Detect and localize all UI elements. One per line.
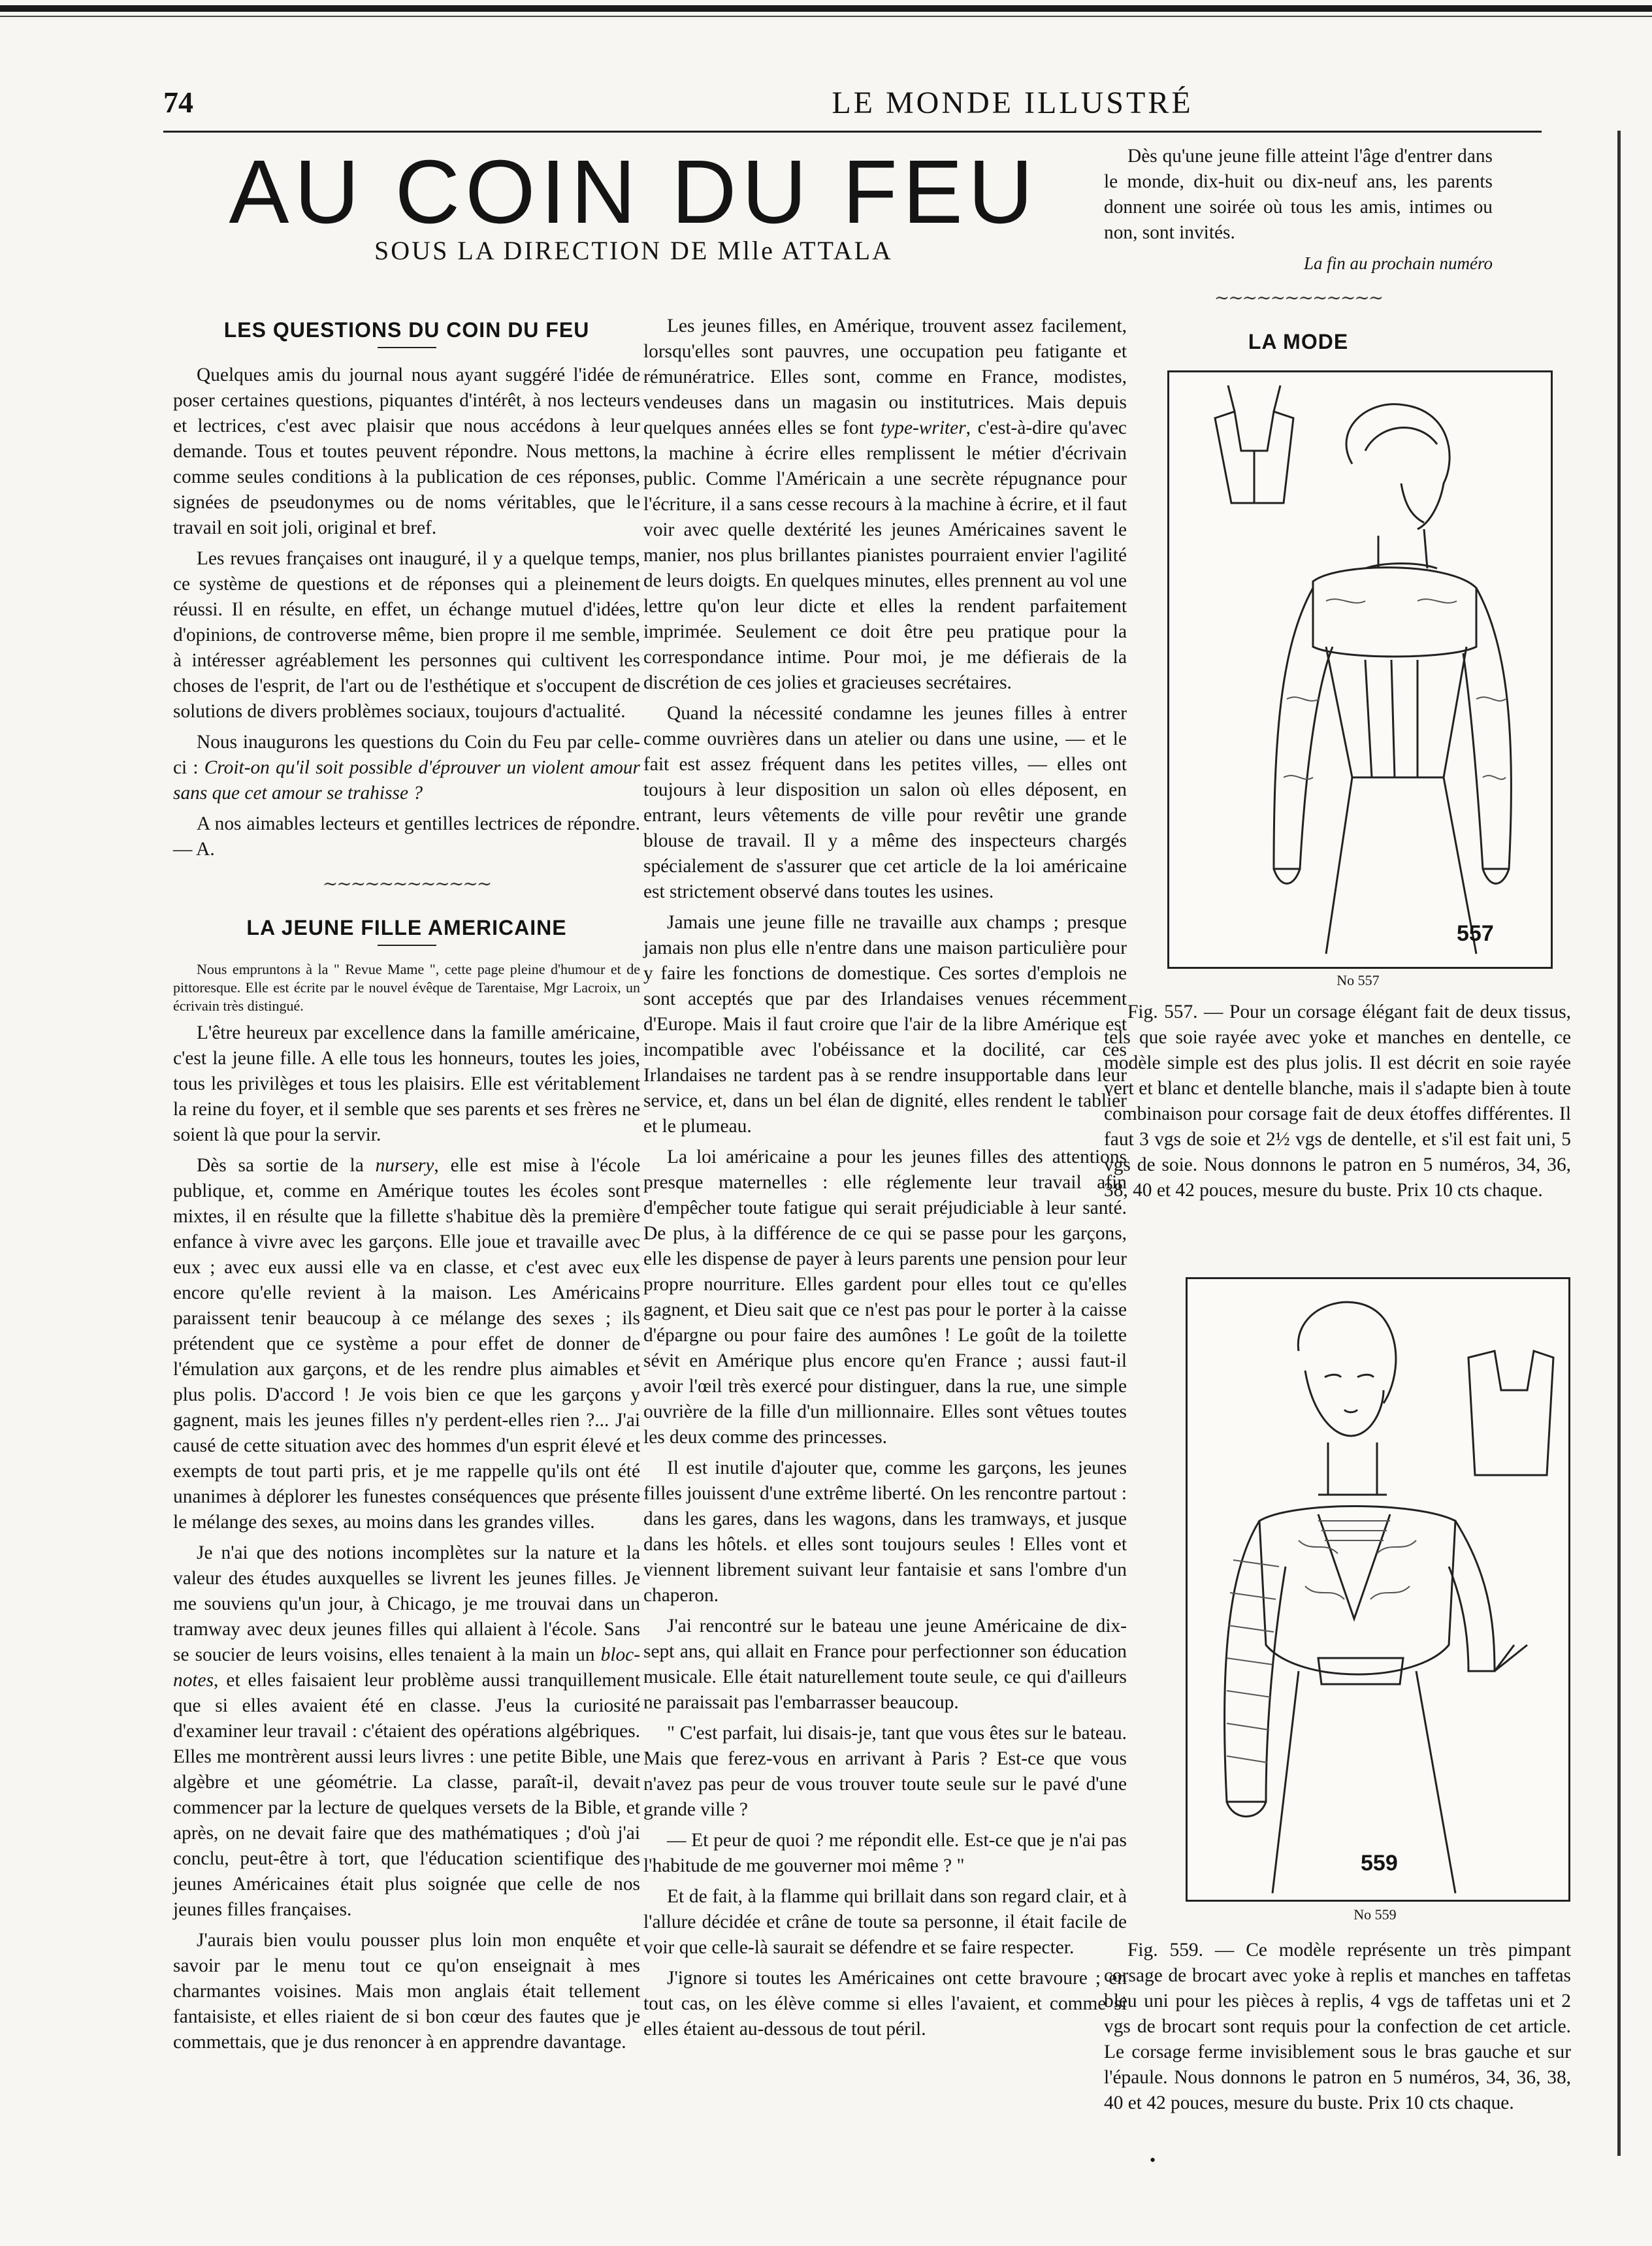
paragraph: Les revues françaises ont inauguré, il y a quelque temps, ce système de questions et de réponses qui a pleinement réussi. Il en résulte, en effet, un échange mutuel d'idées, d'opinions, de controverse même, bien propre il me semble, à intéresser agréablement les personnes qui cultivent les choses de l'esprit, de l'art ou de l'esthétique et s'occupent de solutions de divers problèmes sociaux, toujours d'actualité. bbox=[173, 548, 640, 722]
paragraph: — Et peur de quoi ? me répondit elle. Est-ce que je n'ai pas l'habitude de me gouverner moi même ? " bbox=[643, 1830, 1127, 1876]
paragraph: Quand la nécessité condamne les jeunes filles à entrer comme ouvrières dans un atelier ou dans une usine, — et le fait est assez fréquent dans les petites villes, — elles ont toujours à leur disposition un salon où elles déposent, en entrant, leurs vêtements de ville pour revêtir une grande blouse de travail. Il y a même des inspecteurs chargés spécialement de s'assurer que cet article de la loi américaine est strictement observé dans toutes les usines. bbox=[643, 703, 1127, 902]
italic-term: nursery bbox=[375, 1155, 434, 1176]
paragraph bbox=[173, 730, 640, 806]
questions-heading: LES QUESTIONS DU COIN DU FEU bbox=[223, 318, 590, 342]
paragraph: " C'est parfait, lui disais-je, tant que vous êtes sur le bateau. Mais que ferez-vous en arrivant à Paris ? Est-ce que vous n'avez pas peur de vous trouver toute seule sur le pavé d'une grande ville ? bbox=[643, 1723, 1127, 1820]
paragraph: Dès qu'une jeune fille atteint l'âge d'entrer dans le monde, dix-huit ou dix-neuf ans, les parents donnent une soirée où tous les amis, intimes ou non, sont invités. bbox=[1104, 146, 1493, 243]
header-rule bbox=[163, 131, 1542, 133]
fashion-illustration-559 bbox=[1186, 1277, 1570, 1902]
figure-caption-557: No 557 bbox=[1336, 972, 1380, 988]
paragraph: Et de fait, à la flamme qui brillait dans son regard clair, et à l'allure décidée et crâne de toute sa personne, il était facile de voir que celle-là saurait se défendre et se faire respecter. bbox=[643, 1886, 1127, 1958]
figure-number-559: 559 bbox=[1361, 1851, 1398, 1876]
paragraph bbox=[643, 314, 1127, 696]
text-run: Nous inaugurons les questions du Coin du Feu par celle-ci : bbox=[173, 732, 640, 778]
source-note: Nous empruntons à la " Revue Mame ", cette page pleine d'humour et de pittoresque. Elle est écrite par le nouvel évêque de Tarentaise, Mgr Lacroix, un écrivain très distingué. bbox=[173, 961, 640, 1014]
paragraph bbox=[173, 1540, 640, 1923]
figure-number-557: 557 bbox=[1457, 921, 1494, 946]
figure-description-559 bbox=[1104, 1938, 1571, 2116]
paragraph: Il est inutile d'ajouter que, comme les garçons, les jeunes filles jouissent d'une extrême liberté. On les rencontre partout : dans les gares, dans les wagons, dans les tramways, et jusque dans les hôtels. et elles sont toujours seules ! Elles vont et viennent librement suivant leur fantaisie et sans l'ombre d'un chaperon. bbox=[643, 1457, 1127, 1606]
heading-rule bbox=[378, 347, 436, 348]
journal-title: LE MONDE ILLUSTRÉ bbox=[832, 86, 1193, 120]
text-run: Les jeunes filles, en Amérique, trouvent assez facilement, lorsqu'elles sont pauvres, une occupation peu fatigante et rémunératrice. Elles sont, comme en France, modistes, vendeuses dans un magasin ou institutrices. Mais depuis quelques années elles se font bbox=[643, 316, 1127, 438]
continuation-note: La fin au prochain numéro bbox=[1304, 253, 1493, 273]
column-2 bbox=[643, 314, 1127, 2047]
text-run: Je n'ai que des notions incomplètes sur la nature et la valeur des études auxquelles se livrent les jeunes filles. Je me souviens qu'un jour, à Chicago, je me trouvai dans un tramway avec deux jeunes filles qui allaient à l'école. Sans se soucier de leurs voisins, elles tenaient à la main un bbox=[173, 1542, 640, 1665]
column-1 bbox=[173, 314, 640, 2060]
paragraph: Jamais une jeune fille ne travaille aux champs ; presque jamais non plus elle n'entre dans une maison particulière pour y faire les fonctions de domestique. Ces sortes d'emplois ne sont acceptés que par des Irlandaises venues récemment d'Europe. Mais il faut croire que l'air de la libre Amérique est incompatible avec l'obéissance et la docilité, car ces Irlandaises ne tardent pas à se rendre insupportable dans leur service, et, dans un bel élan de dignité, elles rendent le tablier et le plumeau. bbox=[643, 912, 1127, 1137]
column-3 bbox=[1104, 144, 1493, 357]
italic-term: type-writer bbox=[881, 417, 966, 438]
wavy-separator: ∼∼∼∼∼∼∼∼∼∼∼∼ bbox=[322, 874, 491, 894]
paragraph: J'aurais bien voulu pousser plus loin mon enquête et savoir par le menu tout ce qu'on enseignait à mes charmantes voisines. Mais mon anglais était tellement fantaisiste, et elles riaient de si bon cœur des fautes que je commettais, que je dus renoncer à en apprendre davantage. bbox=[173, 1930, 640, 2053]
paragraph bbox=[173, 1153, 640, 1535]
bodice-drawing-559 bbox=[1188, 1279, 1568, 1900]
figure-caption-559: No 559 bbox=[1353, 1906, 1397, 1923]
paragraph: Quelques amis du journal nous ayant suggéré l'idée de poser certaines questions, piquantes d'intérêt, à nos lecteurs et lectrices, c'est avec plaisir que nous accédons à leur demande. Tous et toutes peuvent répondre. Nous mettons, comme seules conditions à la publication de ces réponses, signées de pseudonymes ou de noms véritables, que le travail en soit joli, original et bref. bbox=[173, 365, 640, 538]
page-number: 74 bbox=[163, 86, 193, 119]
top-rule bbox=[0, 5, 1652, 12]
americaine-heading: LA JEUNE FILLE AMERICAINE bbox=[246, 916, 567, 939]
heading-rule bbox=[378, 945, 436, 946]
section-masthead-subtitle: SOUS LA DIRECTION DE Mlle ATTALA bbox=[374, 236, 893, 265]
text-run: , elle est mise à l'école publique, et, comme en Amérique toutes les écoles sont mixtes, il en résulte que la fillette s'habitue dès la première enfance à vivre avec les garçons. Elle joue et travaille avec eux ; avec eux aussi elle va en classe, et c'est avec eux encore qu'elle revient à la maison. Les Américains paraissent tenir beaucoup à ce mélange des sexes ; ils prétendent que ce système a pour effet de donner de l'émulation aux garçons, et de les rendre plus aimables et plus polis. D'accord ! Je vois bien ce que les garçons y gagnent, mais les jeunes filles n'y perdent-elles rien ?... J'ai causé de cette situation avec des hommes d'un esprit élevé et exempts de tout parti pris, et je me rappelle qu'ils ont été unanimes à déplorer les funestes conséquences que présente le mélange des sexes, au moins dans les grandes villes. bbox=[173, 1155, 640, 1533]
paragraph: A nos aimables lecteurs et gentilles lectrices de répondre. — A. bbox=[173, 813, 640, 860]
wavy-separator: ∼∼∼∼∼∼∼∼∼∼∼∼ bbox=[1214, 288, 1383, 308]
question-text: Croit-on qu'il soit possible d'éprouver un violent amour sans que cet amour se trahisse ? bbox=[173, 757, 640, 804]
bodice-drawing-557 bbox=[1169, 372, 1551, 967]
italic-term: bloc-notes bbox=[173, 1644, 640, 1691]
paragraph: Fig. 559. — Ce modèle représente un très pimpant corsage de brocart avec yoke à replis et manches en taffetas bleu uni pour les pièces à replis, 4 vgs de taffetas uni et 2 vgs de brocart sont requis pour la confection de cet article. Le corsage ferme invisiblement sous le bras gauche et sur l'épaule. Nous donnons le patron en 5 numéros, 34, 36, 38, 40 et 42 pouces, mesure du buste. Prix 10 cts chaque. bbox=[1104, 1940, 1571, 2113]
paragraph: J'ai rencontré sur le bateau une jeune Américaine de dix-sept ans, qui allait en France pour perfectionner son éducation musicale. Elle était naturellement toute seule, ce qui d'ailleurs ne paraissait pas l'embarrasser beaucoup. bbox=[643, 1616, 1127, 1713]
text-run: , et elles faisaient leur problème aussi tranquillement que si elles avaient été en classe. J'eus la curiosité d'examiner leur travail : c'étaient des opérations algébriques. Elles me montrèrent aussi leurs livres : une petite Bible, une algèbre et une géométrie. La classe, paraît-il, devait commencer par la lecture de quelques versets de la Bible, et après, on ne devait faire que des mathématiques ; d'où j'ai conclu, peut-être à tort, que l'éducation scientifique des jeunes Américaines était plus soignée que celle de nos jeunes filles françaises. bbox=[173, 1670, 640, 1920]
la-mode-heading: LA MODE bbox=[1248, 330, 1349, 353]
stray-mark: • bbox=[1150, 2151, 1156, 2170]
paragraph: J'ignore si toutes les Américaines ont cette bravoure ; en tout cas, on les élève comme si elles l'avaient, et comme si elles étaient au-dessous de tout péril. bbox=[643, 1968, 1127, 2040]
paragraph: La loi américaine a pour les jeunes filles des attentions presque maternelles : elle réglemente leur travail afin d'empêcher toute fatigue qui serait préjudiciable à leur santé. De plus, à la différence de ce qui se passe pour les garçons, elle les dispense de payer à leurs parents une pension pour leur propre nourriture. Elles gardent pour elles tout ce qu'elles gagnent, et Dieu sait que ce n'est pas pour le porter à la caisse d'épargne ou pour faire des aumônes ! Le goût de la toilette sévit en Amérique plus encore qu'en France ; aussi faut-il avoir l'œil très exercé pour distinguer, dans la rue, une simple ouvrière de la fille d'un millionnaire. Elles sont vêtues toutes les deux comme des princesses. bbox=[643, 1147, 1127, 1448]
text-run: Dès sa sortie de la bbox=[197, 1155, 376, 1176]
text-run: , c'est-à-dire qu'avec la machine à écrire elles remplissent le métier d'écrivain public. Comme l'Américain a une secrète répugnance pour l'écriture, il a sans cesse recours à la machine à écrire, et il faut voir avec quelle dextérité les jeunes Américaines savent le manier, nos plus brillantes pianistes pourraient envier l'agilité de leurs doigts. En quelques minutes, elles prennent au vol une lettre qu'on leur dicte et elles la rendent parfaitement imprimée. Seulement ce doit être peu pratique pour la correspondance intime. Pour moi, je me défierais de la discrétion de ces jolies et gracieuses secrétaires. bbox=[643, 417, 1127, 693]
fashion-illustration-557 bbox=[1167, 370, 1553, 969]
figure-description-557 bbox=[1104, 1000, 1571, 1203]
section-masthead-title: AU COIN DU FEU bbox=[229, 142, 1039, 242]
paragraph: L'être heureux par excellence dans la famille américaine, c'est la jeune fille. A elle tous les honneurs, toutes les joies, tous les privilèges et tous les plaisirs. Elle est véritablement la reine du foyer, et il semble que ses parents et ses frères ne soient là que pour la servir. bbox=[173, 1022, 640, 1145]
right-border-rule bbox=[1617, 131, 1621, 2156]
paragraph: Fig. 557. — Pour un corsage élégant fait de deux tissus, tels que soie rayée avec yoke et manches en dentelle, ce modèle simple est des plus jolis. Il est décrit en soie rayée vert et blanc et dentelle blanche, mais il s'adapte bien à toute combinaison pour corsage fait de deux étoffes différentes. Il faut 3 vgs de soie et 2½ vgs de dentelle, et s'il est fait uni, 5 vgs de soie. Nous donnons le patron en 5 numéros, 34, 36, 38, 40 et 42 pouces, mesure du buste. Prix 10 cts chaque. bbox=[1104, 1001, 1571, 1201]
top-rule-thin bbox=[0, 16, 1652, 17]
